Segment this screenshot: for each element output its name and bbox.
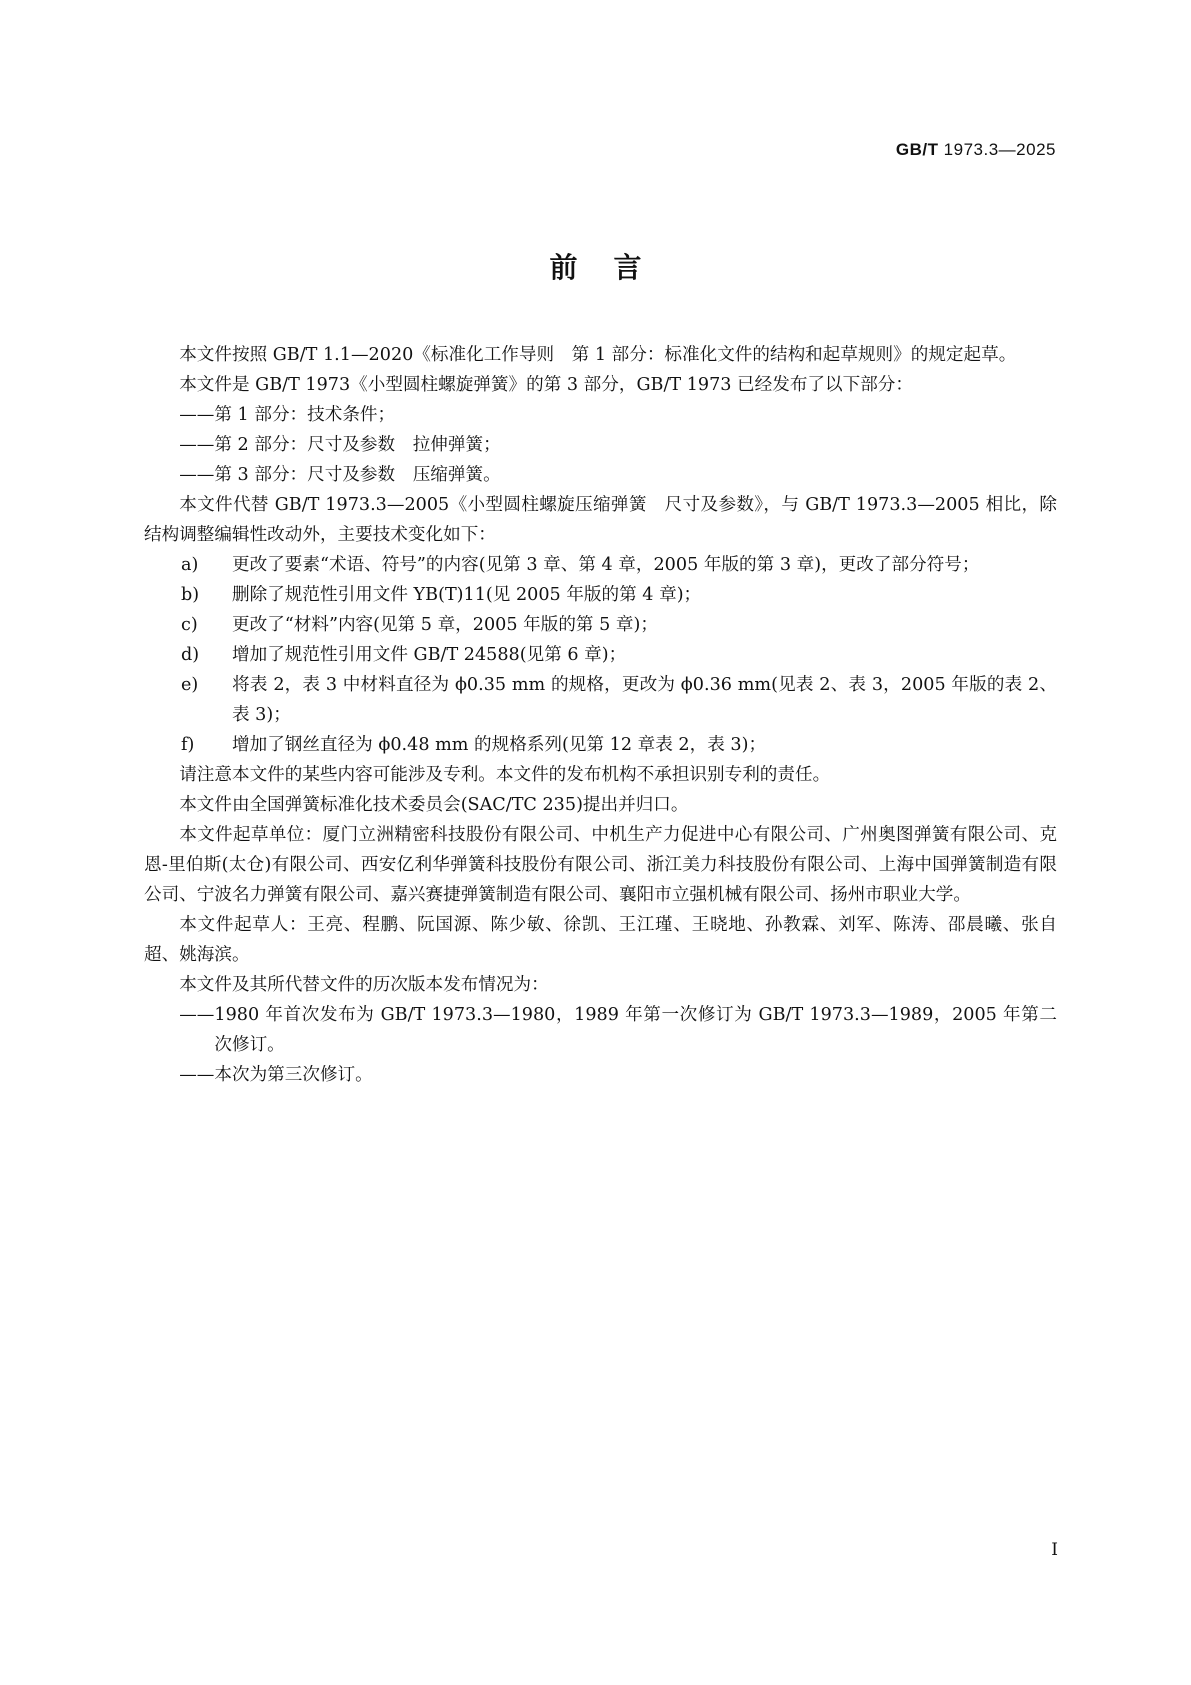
page-number: I — [1051, 1540, 1058, 1560]
paragraph-replacement: 本文件代替 GB/T 1973.3—2005《小型圆柱螺旋压缩弹簧 尺寸及参数》，与 GB/T 1973.3—2005 相比，除结构调整编辑性改动外，主要技术变化如下： — [144, 495, 1057, 545]
change-item-e — [144, 670, 1057, 730]
list-item-history: ——本次为第三次修订。 — [179, 1065, 373, 1085]
standard-code-number: 1973.3—2025 — [938, 140, 1056, 159]
standard-code-prefix: GB/T — [895, 140, 939, 159]
change-item-label: b) — [180, 585, 200, 605]
paragraph-drafting-rules: 本文件按照 GB/T 1.1—2020《标准化工作导则 第 1 部分：标准化文件的结构和起草规则》的规定起草。 — [179, 345, 1017, 365]
change-item-b — [144, 580, 1057, 610]
list-item-part: ——第 1 部分：技术条件； — [179, 405, 396, 425]
foreword-body — [144, 340, 1057, 1090]
paragraph-committee: 本文件由全国弹簧标准化技术委员会(SAC/TC 235)提出并归口。 — [179, 795, 689, 815]
paragraph-drafters: 本文件起草人：王亮、程鹏、阮国源、陈少敏、徐凯、王江瑾、王晓地、孙教霖、刘军、陈涛、邵晨曦、张自超、姚海滨。 — [144, 915, 1057, 965]
paragraph-patent-notice: 请注意本文件的某些内容可能涉及专利。本文件的发布机构不承担识别专利的责任。 — [179, 765, 831, 785]
change-item-a — [144, 550, 1057, 580]
change-item-text: 增加了钢丝直径为 ϕ0.48 mm 的规格系列(见第 12 章表 2，表 3)； — [232, 735, 767, 755]
change-item-label: a) — [180, 555, 199, 575]
change-item-label: c) — [180, 615, 198, 635]
change-item-label: e) — [180, 675, 199, 695]
change-item-text: 更改了“材料”内容(见第 5 章，2005 年版的第 5 章)； — [232, 615, 658, 635]
change-item-c — [144, 610, 1057, 640]
paragraph-history-intro: 本文件及其所代替文件的历次版本发布情况为： — [179, 975, 549, 995]
list-item-history: ——1980 年首次发布为 GB/T 1973.3—1980，1989 年第一次修订为 GB/T 1973.3—1989，2005 年第二次修订。 — [179, 1005, 1057, 1055]
paragraph-series-intro: 本文件是 GB/T 1973《小型圆柱螺旋弹簧》的第 3 部分，GB/T 1973 已经发布了以下部分： — [179, 375, 913, 395]
list-item-part: ——第 3 部分：尺寸及参数 压缩弹簧。 — [179, 465, 501, 485]
change-item-text: 删除了规范性引用文件 YB(T)11(见 2005 年版的第 4 章)； — [232, 585, 702, 605]
list-item-part: ——第 2 部分：尺寸及参数 拉伸弹簧； — [179, 435, 501, 455]
change-item-text: 增加了规范性引用文件 GB/T 24588(见第 6 章)； — [232, 645, 627, 665]
paragraph-drafting-units: 本文件起草单位：厦门立洲精密科技股份有限公司、中机生产力促进中心有限公司、广州奥图弹簧有限公司、克恩-里伯斯(太仓)有限公司、西安亿利华弹簧科技股份有限公司、浙江美力科技股份有限公司、上海中国弹簧制造有限公司、宁波名力弹簧有限公司、嘉兴赛捷弹簧制造有限公司、襄阳市立强机械有限公司、扬州市职业大学。 — [144, 825, 1057, 905]
change-item-label: f) — [180, 735, 195, 755]
change-item-text: 将表 2，表 3 中材料直径为 ϕ0.35 mm 的规格，更改为 ϕ0.36 mm(见表 2、表 3，2005 年版的表 2、表 3)； — [232, 675, 1057, 725]
standard-code — [896, 140, 1056, 160]
change-item-f — [144, 730, 1057, 760]
change-item-label: d) — [180, 645, 200, 665]
change-item-text: 更改了要素“术语、符号”的内容(见第 3 章、第 4 章，2005 年版的第 3 章)，更改了部分符号； — [232, 555, 980, 575]
page-title: 前言 — [549, 251, 678, 284]
change-item-d — [144, 640, 1057, 670]
